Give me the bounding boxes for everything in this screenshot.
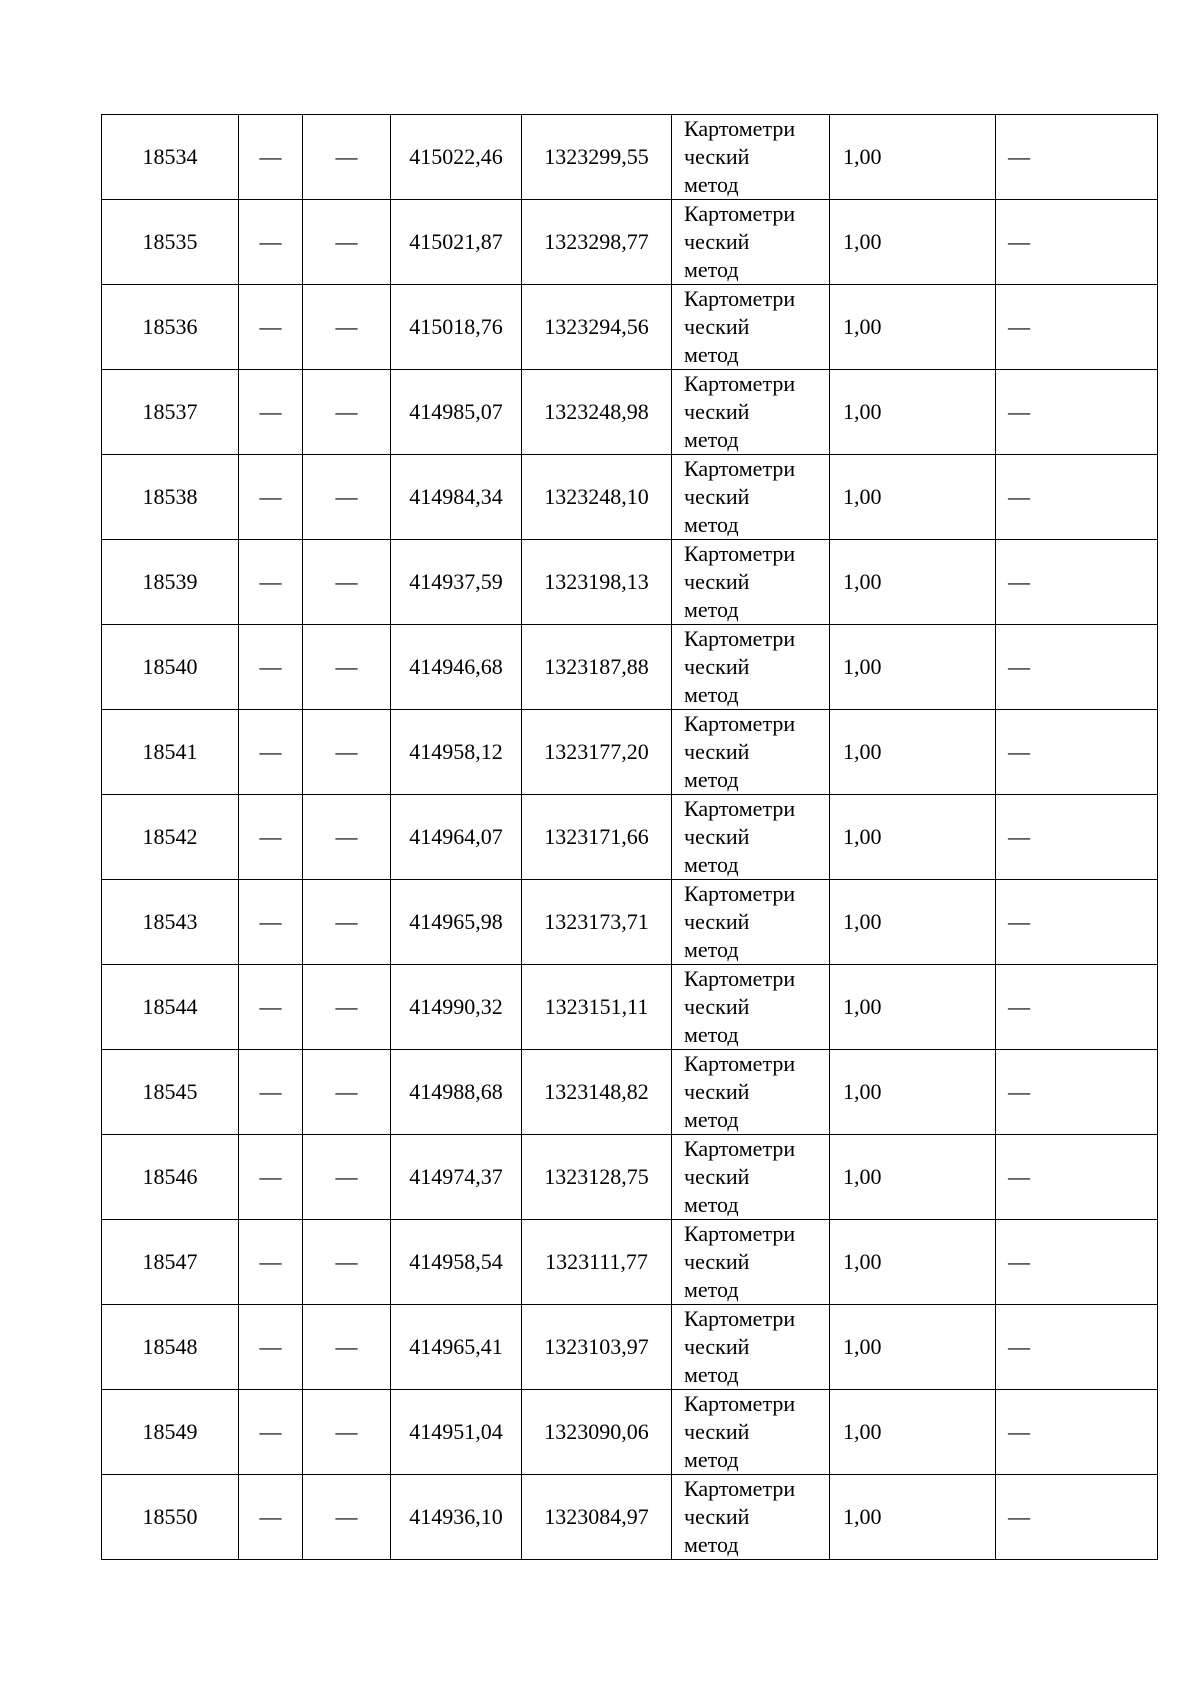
method-text-line: Картометри [684,1221,796,1246]
method-cell [672,625,830,710]
y-coordinate-cell: 1323103,97 [522,1305,672,1390]
accuracy-cell: 1,00 [830,115,996,200]
method-text-line: ческий [684,994,750,1019]
coordinates-table-body [102,115,1158,1560]
table-row [102,880,1158,965]
method-text-line: ческий [684,314,750,339]
method-text-line: Картометри [684,371,796,396]
method-cell [672,1220,830,1305]
y-coordinate-cell: 1323171,66 [522,795,672,880]
method-text-line: ческий [684,484,750,509]
method-text-line: Картометри [684,116,796,141]
x-coordinate-cell: 414946,68 [391,625,522,710]
empty-value-cell: — [239,200,303,285]
accuracy-cell: 1,00 [830,710,996,795]
method-text-line: ческий [684,1419,750,1444]
empty-value-cell: — [239,1220,303,1305]
y-coordinate-cell: 1323198,13 [522,540,672,625]
empty-value-cell: — [996,1050,1158,1135]
empty-value-cell: — [239,1390,303,1475]
accuracy-cell: 1,00 [830,1390,996,1475]
point-number-cell: 18548 [102,1305,239,1390]
method-text-line: ческий [684,739,750,764]
accuracy-cell: 1,00 [830,285,996,370]
method-text-line: метод [684,1532,739,1557]
x-coordinate-cell: 414937,59 [391,540,522,625]
x-coordinate-cell: 414936,10 [391,1475,522,1560]
method-text-line: метод [684,1192,739,1217]
table-row [102,1220,1158,1305]
empty-value-cell: — [303,1390,391,1475]
method-text-line: метод [684,937,739,962]
method-text-line: Картометри [684,286,796,311]
method-cell [672,370,830,455]
point-number-cell: 18544 [102,965,239,1050]
point-number-cell: 18534 [102,115,239,200]
method-text-line: ческий [684,144,750,169]
empty-value-cell: — [996,455,1158,540]
accuracy-cell: 1,00 [830,200,996,285]
y-coordinate-cell: 1323298,77 [522,200,672,285]
table-row [102,1475,1158,1560]
table-row [102,625,1158,710]
method-cell [672,1135,830,1220]
empty-value-cell: — [239,370,303,455]
table-row [102,370,1158,455]
method-text-line: ческий [684,654,750,679]
method-text-line: Картометри [684,711,796,736]
method-text-line: метод [684,682,739,707]
empty-value-cell: — [996,1135,1158,1220]
table-row [102,710,1158,795]
method-text-line: метод [684,852,739,877]
empty-value-cell: — [303,115,391,200]
method-cell [672,710,830,795]
empty-value-cell: — [239,285,303,370]
method-cell [672,1390,830,1475]
method-cell [672,1305,830,1390]
method-text-line: метод [684,427,739,452]
empty-value-cell: — [303,880,391,965]
point-number-cell: 18542 [102,795,239,880]
point-number-cell: 18536 [102,285,239,370]
x-coordinate-cell: 414985,07 [391,370,522,455]
table-row [102,965,1158,1050]
y-coordinate-cell: 1323294,56 [522,285,672,370]
method-cell [672,795,830,880]
empty-value-cell: — [996,795,1158,880]
method-text-line: ческий [684,229,750,254]
x-coordinate-cell: 414974,37 [391,1135,522,1220]
point-number-cell: 18535 [102,200,239,285]
table-row [102,795,1158,880]
empty-value-cell: — [996,880,1158,965]
method-text-line: метод [684,342,739,367]
empty-value-cell: — [239,710,303,795]
x-coordinate-cell: 414990,32 [391,965,522,1050]
table-row [102,1305,1158,1390]
point-number-cell: 18539 [102,540,239,625]
x-coordinate-cell: 414964,07 [391,795,522,880]
table-row [102,540,1158,625]
empty-value-cell: — [303,965,391,1050]
empty-value-cell: — [303,625,391,710]
method-text-line: ческий [684,1079,750,1104]
empty-value-cell: — [996,1475,1158,1560]
point-number-cell: 18543 [102,880,239,965]
method-text-line: Картометри [684,1136,796,1161]
method-text-line: ческий [684,1249,750,1274]
accuracy-cell: 1,00 [830,795,996,880]
y-coordinate-cell: 1323111,77 [522,1220,672,1305]
method-text-line: ческий [684,909,750,934]
method-text-line: метод [684,257,739,282]
x-coordinate-cell: 415018,76 [391,285,522,370]
x-coordinate-cell: 415022,46 [391,115,522,200]
empty-value-cell: — [303,540,391,625]
point-number-cell: 18545 [102,1050,239,1135]
accuracy-cell: 1,00 [830,1220,996,1305]
method-text-line: ческий [684,824,750,849]
method-text-line: ческий [684,1164,750,1189]
method-text-line: метод [684,172,739,197]
method-text-line: Картометри [684,881,796,906]
method-text-line: Картометри [684,541,796,566]
accuracy-cell: 1,00 [830,625,996,710]
empty-value-cell: — [303,200,391,285]
empty-value-cell: — [239,1050,303,1135]
empty-value-cell: — [239,965,303,1050]
y-coordinate-cell: 1323151,11 [522,965,672,1050]
table-row [102,285,1158,370]
empty-value-cell: — [303,1220,391,1305]
table-row [102,1390,1158,1475]
x-coordinate-cell: 415021,87 [391,200,522,285]
method-cell [672,200,830,285]
method-text-line: Картометри [684,626,796,651]
method-text-line: Картометри [684,1306,796,1331]
method-text-line: метод [684,1277,739,1302]
empty-value-cell: — [996,540,1158,625]
accuracy-cell: 1,00 [830,370,996,455]
accuracy-cell: 1,00 [830,965,996,1050]
method-text-line: Картометри [684,966,796,991]
empty-value-cell: — [996,285,1158,370]
method-cell [672,1050,830,1135]
method-text-line: метод [684,512,739,537]
empty-value-cell: — [239,1305,303,1390]
point-number-cell: 18538 [102,455,239,540]
empty-value-cell: — [996,115,1158,200]
y-coordinate-cell: 1323248,10 [522,455,672,540]
x-coordinate-cell: 414965,98 [391,880,522,965]
point-number-cell: 18540 [102,625,239,710]
point-number-cell: 18549 [102,1390,239,1475]
y-coordinate-cell: 1323173,71 [522,880,672,965]
accuracy-cell: 1,00 [830,1050,996,1135]
point-number-cell: 18537 [102,370,239,455]
empty-value-cell: — [303,285,391,370]
method-text-line: метод [684,1362,739,1387]
x-coordinate-cell: 414988,68 [391,1050,522,1135]
point-number-cell: 18547 [102,1220,239,1305]
x-coordinate-cell: 414951,04 [391,1390,522,1475]
method-text-line: метод [684,1447,739,1472]
empty-value-cell: — [996,710,1158,795]
y-coordinate-cell: 1323090,06 [522,1390,672,1475]
empty-value-cell: — [239,880,303,965]
empty-value-cell: — [996,370,1158,455]
empty-value-cell: — [239,625,303,710]
method-cell [672,285,830,370]
empty-value-cell: — [303,710,391,795]
method-cell [672,1475,830,1560]
method-text-line: Картометри [684,456,796,481]
table-row [102,455,1158,540]
empty-value-cell: — [996,965,1158,1050]
empty-value-cell: — [303,1135,391,1220]
empty-value-cell: — [996,625,1158,710]
empty-value-cell: — [996,200,1158,285]
y-coordinate-cell: 1323128,75 [522,1135,672,1220]
y-coordinate-cell: 1323177,20 [522,710,672,795]
method-text-line: ческий [684,399,750,424]
accuracy-cell: 1,00 [830,455,996,540]
table-row [102,1135,1158,1220]
accuracy-cell: 1,00 [830,540,996,625]
point-number-cell: 18541 [102,710,239,795]
y-coordinate-cell: 1323299,55 [522,115,672,200]
accuracy-cell: 1,00 [830,1475,996,1560]
empty-value-cell: — [239,115,303,200]
empty-value-cell: — [996,1220,1158,1305]
method-text-line: ческий [684,1504,750,1529]
empty-value-cell: — [303,1305,391,1390]
method-text-line: метод [684,1022,739,1047]
method-text-line: Картометри [684,1051,796,1076]
table-row [102,115,1158,200]
empty-value-cell: — [303,455,391,540]
empty-value-cell: — [303,1475,391,1560]
empty-value-cell: — [303,370,391,455]
method-text-line: метод [684,1107,739,1132]
coordinates-table [101,114,1158,1560]
method-text-line: ческий [684,1334,750,1359]
empty-value-cell: — [303,1050,391,1135]
accuracy-cell: 1,00 [830,1305,996,1390]
y-coordinate-cell: 1323148,82 [522,1050,672,1135]
y-coordinate-cell: 1323248,98 [522,370,672,455]
method-text-line: Картометри [684,201,796,226]
method-text-line: Картометри [684,796,796,821]
empty-value-cell: — [239,1475,303,1560]
empty-value-cell: — [239,795,303,880]
x-coordinate-cell: 414965,41 [391,1305,522,1390]
method-cell [672,540,830,625]
method-cell [672,965,830,1050]
accuracy-cell: 1,00 [830,1135,996,1220]
x-coordinate-cell: 414958,54 [391,1220,522,1305]
method-text-line: Картометри [684,1391,796,1416]
y-coordinate-cell: 1323084,97 [522,1475,672,1560]
y-coordinate-cell: 1323187,88 [522,625,672,710]
point-number-cell: 18550 [102,1475,239,1560]
table-row [102,200,1158,285]
point-number-cell: 18546 [102,1135,239,1220]
method-text-line: метод [684,767,739,792]
empty-value-cell: — [996,1305,1158,1390]
method-text-line: ческий [684,569,750,594]
method-cell [672,880,830,965]
method-cell [672,115,830,200]
method-cell [672,455,830,540]
x-coordinate-cell: 414984,34 [391,455,522,540]
table-row [102,1050,1158,1135]
empty-value-cell: — [239,455,303,540]
method-text-line: метод [684,597,739,622]
accuracy-cell: 1,00 [830,880,996,965]
x-coordinate-cell: 414958,12 [391,710,522,795]
empty-value-cell: — [239,1135,303,1220]
method-text-line: Картометри [684,1476,796,1501]
empty-value-cell: — [303,795,391,880]
empty-value-cell: — [996,1390,1158,1475]
empty-value-cell: — [239,540,303,625]
